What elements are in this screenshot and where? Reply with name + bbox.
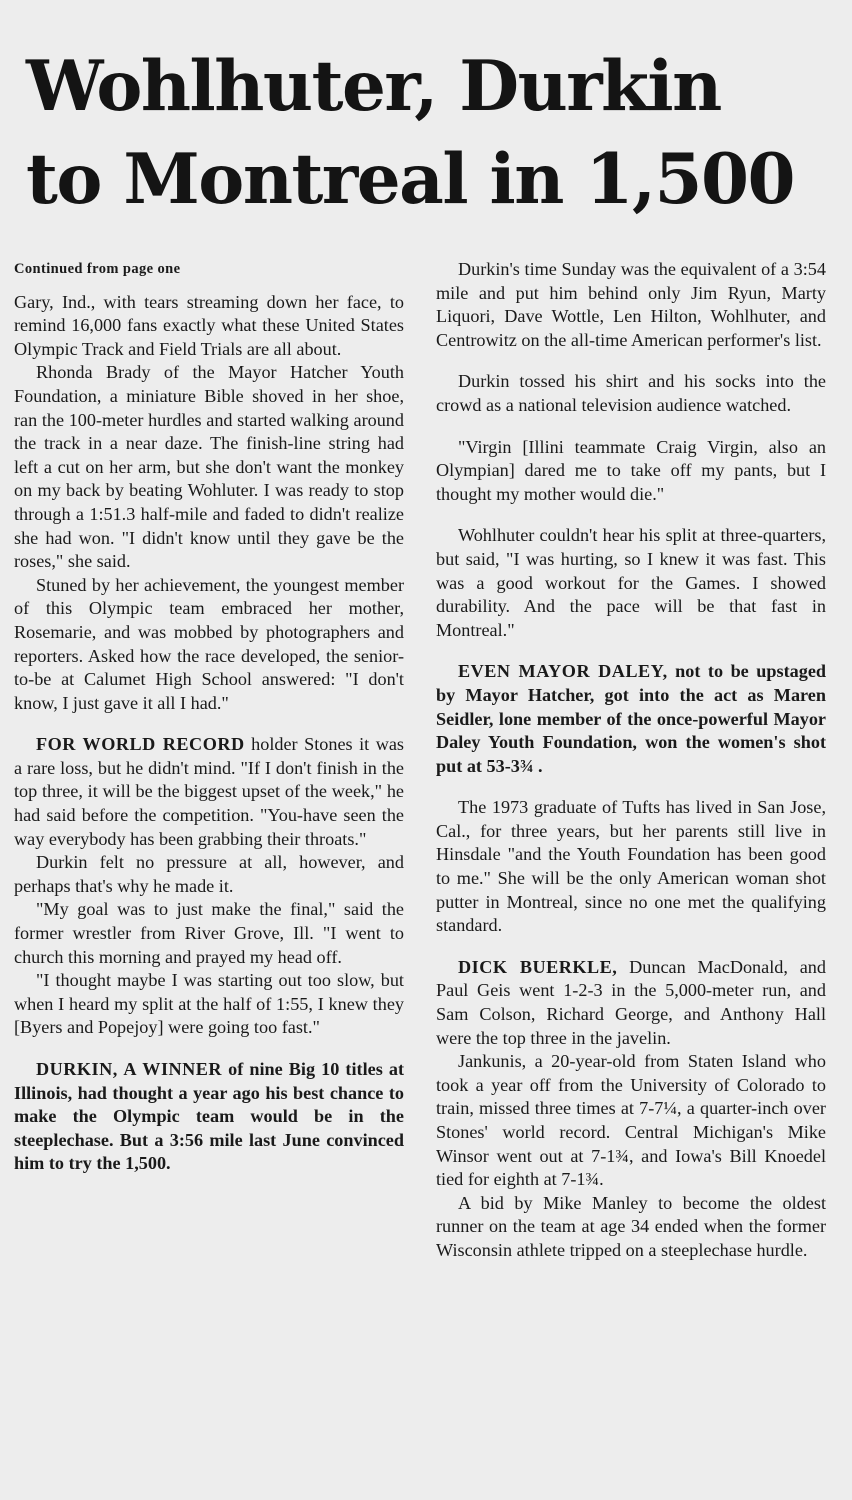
paragraph: Durkin's time Sunday was the equivalent of a 3:54 mile and put him behind only Jim Ryun, Marty Liquori, Dave Wottle, Len Hilton, Wohlhuter, and Centrowitz on the all-time American performer's list. <box>436 259 826 350</box>
paragraph-lead: EVEN MAYOR DALEY, <box>458 661 668 682</box>
paragraph: Gary, Ind., with tears streaming down her face, to remind 16,000 fans exactly what these United States Olympic Track and Field Trials are all about. <box>14 291 404 359</box>
paragraph-with-lead <box>436 660 826 778</box>
paragraph-with-lead <box>14 733 404 851</box>
paragraph: A bid by Mike Manley to become the oldest runner on the team at age 34 ended when the former Wisconsin athlete tripped on a steeplechase hurdle. <box>436 1192 826 1260</box>
paragraph: Jankunis, a 20-year-old from Staten Island who took a year off from the University of Colorado to train, missed three times at 7-7¼, a quarter-inch over Stones' world record. Central Michigan's Mike Winsor went out at 7-1¾, and Iowa's Bill Knoedel tied for eighth at 7-1¾. <box>436 1051 826 1190</box>
paragraph: "My goal was to just make the final," said the former wrestler from River Grove, Ill. "I went to church this morning and prayed my head off. <box>14 899 404 967</box>
paragraph: "Virgin [Illini teammate Craig Virgin, also an Olympian] dared me to take off my pants, but I thought my mother would die." <box>436 436 826 504</box>
paragraph-body: Duncan MacDonald, and Paul Geis went 1-2-3 in the 5,000-meter run, and Sam Colson, Richard George, and Anthony Hall were the top three in the javelin. <box>436 956 826 1048</box>
paragraph-body: not to be upstaged by Mayor Hatcher, got into the act as Maren Seidler, lone member of the once-powerful Mayor Daley Youth Foundation, won the women's shot put at 53-3¾ . <box>436 661 827 776</box>
paragraph-lead: DURKIN, A WINNER <box>36 1059 223 1079</box>
paragraph: Stuned by her achievement, the youngest member of this Olympic team embraced her mother, Rosemarie, and was mobbed by photographers and reporters. Asked how the race developed, the senior-to-be at Calumet High School answered: "I don't know, I just gave it all I had." <box>14 574 404 713</box>
left-column <box>14 258 404 1176</box>
paragraph: The 1973 graduate of Tufts has lived in San Jose, Cal., for three years, but her parents still live in Hinsdale "and the Youth Foundation has been good to me." She will be the only American woman shot putter in Montreal, since no one met the qualifying standard. <box>436 797 826 936</box>
continued-label: Continued from page one <box>14 261 181 277</box>
paragraph-body: holder Stones it was a rare loss, but he didn't mind. "If I don't finish in the top three, it will be the biggest upset of the week," he had said before the competition. "You-have seen the way everybody has been grabbing their throats." <box>14 734 404 849</box>
paragraph: Rhonda Brady of the Mayor Hatcher Youth Foundation, a miniature Bible shoved in her shoe, ran the 100-meter hurdles and started walking around the track in a near daze. The finish-line string had left a cut on her arm, but she don't want the monkey on my back by beating Wohluter. I was ready to stop through a 1:51.3 half-mile and faded to didn't realize she had won. "I didn't know until they gave be the roses," she said. <box>14 362 404 572</box>
paragraph: Wohlhuter couldn't hear his split at three-quarters, but said, "I was hurting, so I knew it was fast. This was a good workout for the Games. I showed durability. And the pace will be that fast in Montreal." <box>436 525 826 640</box>
paragraph: "I thought maybe I was starting out too slow, but when I heard my split at the half of 1:55, I knew they [Byers and Popejoy] were going too fast." <box>14 970 404 1038</box>
headline-line-1: Wohlhuter, Durkin <box>26 46 721 127</box>
headline-line-2: to Montreal in 1,500 <box>26 139 795 220</box>
paragraph-lead: FOR WORLD RECORD <box>36 734 245 755</box>
paragraph: Durkin tossed his shirt and his socks into the crowd as a national television audience watched. <box>436 371 826 415</box>
paragraph-lead: DICK BUERKLE, <box>458 956 618 977</box>
headline <box>26 40 836 226</box>
paragraph-with-lead <box>436 956 826 1050</box>
paragraph: Durkin felt no pressure at all, however, and perhaps that's why he made it. <box>14 852 404 896</box>
paragraph-with-lead <box>14 1058 404 1176</box>
paragraph-body: of nine Big 10 titles at Illinois, had thought a year ago his best chance to make the Olympic team would be in the steeplechase. But a 3:56 mile last June convinced him to try the 1,500. <box>14 1059 404 1174</box>
right-column <box>436 258 826 1263</box>
